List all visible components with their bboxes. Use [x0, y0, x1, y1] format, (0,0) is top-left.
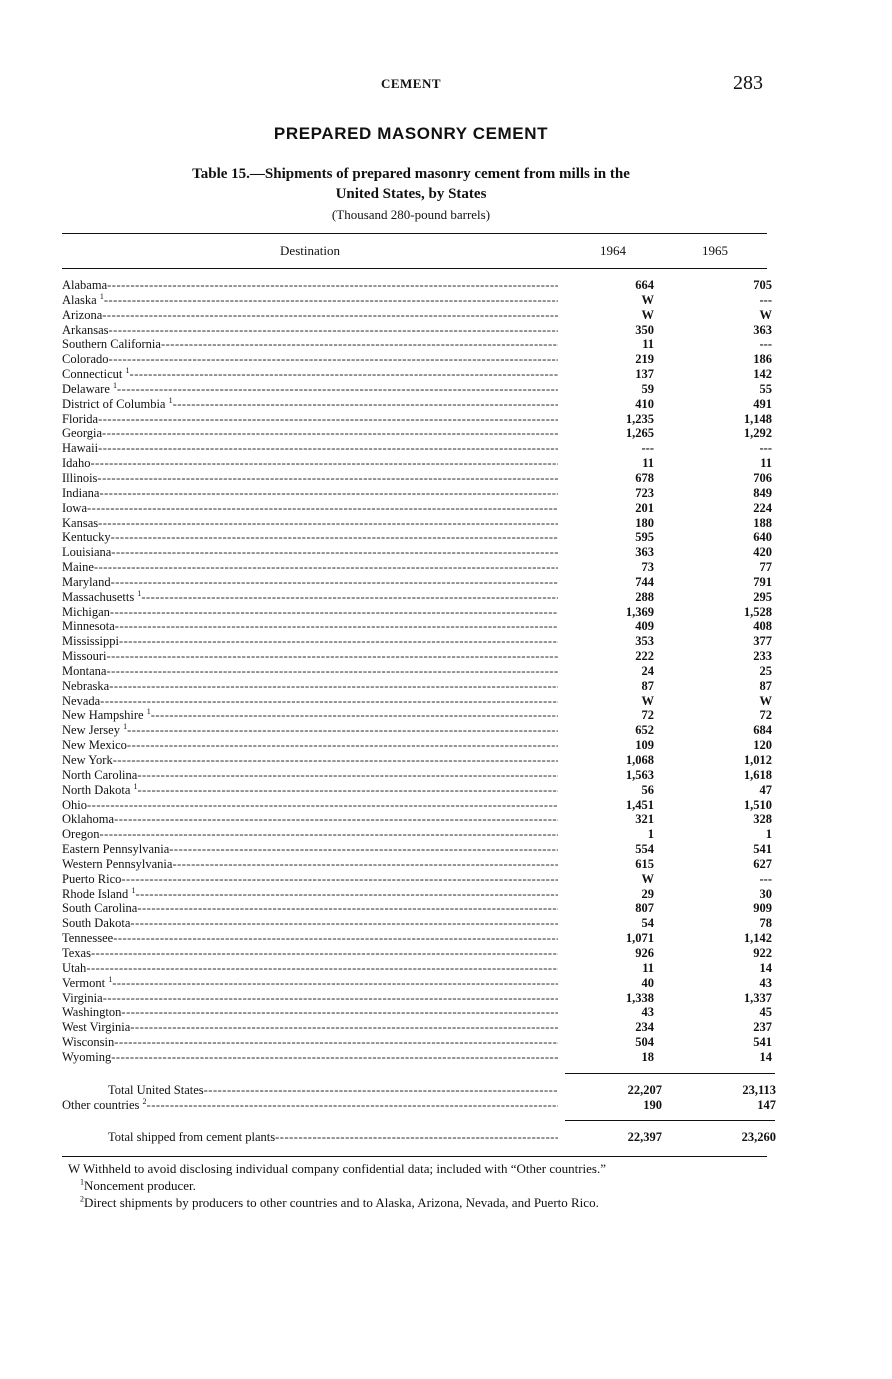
value-1964: 288 [635, 589, 654, 604]
value-1964: 18 [641, 1049, 654, 1064]
value-1964: 1,068 [625, 753, 654, 767]
table-body [62, 278, 772, 1065]
table-row [62, 278, 772, 293]
value-1964: 321 [635, 812, 654, 827]
value-1965: 295 [753, 589, 772, 604]
section-title: PREPARED MASONRY CEMENT [273, 124, 549, 143]
table-row [62, 426, 772, 441]
value-1965: 684 [753, 723, 772, 738]
value-1965: 14 [759, 960, 772, 975]
value-1965: 541 [753, 842, 772, 857]
table-row [62, 812, 772, 827]
table-row [62, 976, 772, 991]
table-row [62, 857, 772, 872]
total-shipped-1964: 22,397 [627, 1130, 662, 1144]
state-name: Iowa ----- [62, 501, 558, 516]
value-1964: 504 [635, 1035, 654, 1050]
table-row [62, 664, 772, 679]
value-1964: 43 [641, 1005, 654, 1020]
table-row [62, 1050, 772, 1065]
value-1965: 1,618 [743, 767, 772, 782]
value-1965: --- [759, 441, 772, 456]
value-1965: --- [759, 337, 772, 352]
table-row [62, 441, 772, 456]
value-1965: 55 [759, 381, 772, 396]
state-name: Maine ----- [62, 560, 558, 575]
value-1964: W [641, 307, 654, 322]
column-header-1964: 1964 [600, 243, 626, 258]
state-name: Oregon ----- [62, 827, 558, 842]
state-name: Alaska $^1$ ----- [62, 293, 558, 308]
value-1964: 926 [635, 945, 654, 960]
value-1964: 350 [635, 322, 654, 337]
value-1965: 420 [753, 545, 772, 560]
state-name: Nevada ----- [62, 694, 558, 709]
value-1964: 409 [635, 619, 654, 634]
value-1965: 45 [759, 1005, 772, 1020]
table-row [62, 308, 772, 323]
state-name: Arkansas ----- [62, 323, 558, 338]
value-1964: 109 [635, 738, 654, 753]
state-name: Ohio ----- [62, 798, 558, 813]
state-name: Illinois ----- [62, 471, 558, 486]
value-1964: 1,235 [625, 411, 654, 426]
table-row [62, 946, 772, 961]
state-name: Minnesota ----- [62, 619, 558, 634]
value-1965: W [759, 693, 772, 708]
table-row [62, 486, 772, 501]
value-1965: 922 [753, 945, 772, 960]
table-row [62, 931, 772, 946]
table-row [62, 605, 772, 620]
table-row [62, 827, 772, 842]
total-shipped-1965: 23,260 [741, 1130, 776, 1144]
table-row [62, 679, 772, 694]
value-1964: 222 [635, 649, 654, 664]
table-row [62, 901, 772, 916]
sum-rule [565, 1120, 775, 1121]
value-1965: 627 [753, 856, 772, 871]
table-row [62, 798, 772, 813]
state-name: Florida ----- [62, 412, 558, 427]
table-units: (Thousand 280-pound barrels) [331, 207, 491, 222]
table-caption-continued: United States, by States [335, 186, 487, 202]
state-name: New Mexico ----- [62, 738, 558, 753]
value-1964: 40 [641, 975, 654, 990]
state-name: West Virginia ----- [62, 1020, 558, 1035]
table-row [62, 412, 772, 427]
state-name: Kentucky ----- [62, 530, 558, 545]
value-1965: 1,528 [743, 604, 772, 619]
state-name: South Carolina ----- [62, 901, 558, 916]
value-1965: 14 [759, 1049, 772, 1064]
table-row [62, 991, 772, 1006]
value-1964: 201 [635, 500, 654, 515]
footnote-2: $^2$Direct shipments by producers to other countries and to Alaska, Arizona, Nevada, and Puerto Rico. [80, 1194, 599, 1210]
other-countries-label: Other countries $^2$ ----- [62, 1098, 558, 1113]
value-1965: 1 [765, 827, 772, 842]
table-row [62, 516, 772, 531]
table-row [62, 961, 772, 976]
value-1964: 410 [635, 396, 654, 411]
value-1964: 1 [647, 827, 654, 842]
value-1964: 554 [635, 842, 654, 857]
table-row [62, 530, 772, 545]
state-name: New York ----- [62, 753, 558, 768]
state-name: Massachusetts $^1$ ----- [62, 590, 558, 605]
value-1965: 233 [753, 649, 772, 664]
value-1965: 541 [753, 1035, 772, 1050]
value-1964: 11 [642, 960, 654, 975]
state-name: Texas ----- [62, 946, 558, 961]
state-name: Rhode Island $^1$ ----- [62, 887, 558, 902]
state-name: District of Columbia $^1$ ----- [62, 397, 558, 412]
value-1964: 1,451 [625, 797, 654, 812]
sum-rule [565, 1073, 775, 1074]
table-row [62, 590, 772, 605]
value-1965: 142 [753, 367, 772, 382]
state-name: Michigan ----- [62, 605, 558, 620]
value-1964: 353 [635, 634, 654, 649]
table-row [62, 694, 772, 709]
state-name: South Dakota ----- [62, 916, 558, 931]
value-1965: 11 [760, 456, 772, 471]
other-countries-1965: 147 [757, 1098, 776, 1112]
table-row [62, 753, 772, 768]
value-1965: 237 [753, 1020, 772, 1035]
state-name: Missouri ----- [62, 649, 558, 664]
value-1964: W [641, 693, 654, 708]
value-1964: 73 [641, 560, 654, 575]
footnotes [68, 1161, 777, 1212]
state-name: North Dakota $^1$ ----- [62, 783, 558, 798]
table-row [62, 323, 772, 338]
table-caption: Table 15.—Shipments of prepared masonry cement from mills in the [192, 166, 630, 182]
value-1964: 219 [635, 352, 654, 367]
value-1964: 723 [635, 485, 654, 500]
value-1964: W [641, 292, 654, 307]
header-bottom-rule [62, 268, 767, 269]
table-bottom-rule [62, 1156, 767, 1157]
table-row [62, 738, 772, 753]
value-1964: 24 [641, 663, 654, 678]
state-name: Arizona ----- [62, 308, 558, 323]
value-1965: 328 [753, 812, 772, 827]
value-1965: 408 [753, 619, 772, 634]
value-1964: 595 [635, 530, 654, 545]
table-row [62, 872, 772, 887]
table-row [62, 352, 772, 367]
state-name: Hawaii ----- [62, 441, 558, 456]
state-name: Tennessee ----- [62, 931, 558, 946]
table-row [62, 560, 772, 575]
value-1965: 491 [753, 396, 772, 411]
value-1965: --- [759, 871, 772, 886]
value-1965: 1,510 [743, 797, 772, 812]
state-name: Indiana ----- [62, 486, 558, 501]
table-row [62, 768, 772, 783]
value-1964: 137 [635, 367, 654, 382]
total-united-states-1965: 23,113 [742, 1083, 776, 1097]
state-name: Wisconsin ----- [62, 1035, 558, 1050]
value-1964: 72 [641, 708, 654, 723]
state-name: Virginia ----- [62, 991, 558, 1006]
value-1964: 664 [635, 278, 654, 292]
value-1965: 47 [759, 782, 772, 797]
table-row [62, 456, 772, 471]
state-name: Oklahoma ----- [62, 812, 558, 827]
state-name: Nebraska ----- [62, 679, 558, 694]
value-1964: --- [641, 441, 654, 456]
value-1965: 1,142 [743, 931, 772, 946]
table-row [62, 471, 772, 486]
state-name: North Carolina ----- [62, 768, 558, 783]
footnote-1: $^1$Noncement producer. [80, 1177, 196, 1193]
state-name: Puerto Rico ----- [62, 872, 558, 887]
value-1965: W [759, 307, 772, 322]
table-row [62, 887, 772, 902]
table-row [62, 382, 772, 397]
value-1965: 1,012 [743, 753, 772, 767]
total-united-states-1964: 22,207 [627, 1083, 662, 1097]
state-name: Delaware $^1$ ----- [62, 382, 558, 397]
value-1965: 705 [753, 278, 772, 292]
other-countries-row [62, 1098, 776, 1113]
value-1964: 1,071 [625, 931, 654, 946]
value-1965: 849 [753, 485, 772, 500]
table-row [62, 337, 772, 352]
value-1964: 615 [635, 856, 654, 871]
value-1964: 11 [642, 337, 654, 352]
value-1965: 791 [753, 574, 772, 589]
value-1964: 1,369 [625, 604, 654, 619]
value-1965: 377 [753, 634, 772, 649]
value-1965: 120 [753, 738, 772, 753]
total-shipped-label: Total shipped from cement plants ----- [108, 1130, 558, 1145]
state-name: Vermont $^1$ ----- [62, 976, 558, 991]
other-countries-1964: 190 [643, 1098, 662, 1112]
value-1965: 363 [753, 322, 772, 337]
table-row [62, 649, 772, 664]
table-row [62, 708, 772, 723]
state-name: Eastern Pennsylvania ----- [62, 842, 558, 857]
total-shipped-row [62, 1130, 776, 1145]
state-name: Louisiana ----- [62, 545, 558, 560]
page-number: 283 [733, 72, 763, 94]
table-row [62, 1020, 772, 1035]
table-row [62, 397, 772, 412]
value-1964: 678 [635, 470, 654, 485]
table-row [62, 1035, 772, 1050]
column-header-1965: 1965 [702, 243, 728, 258]
value-1964: 1,563 [625, 767, 654, 782]
table-row [62, 367, 772, 382]
state-name: Kansas ----- [62, 516, 558, 531]
state-name: Utah ----- [62, 961, 558, 976]
state-name: New Jersey $^1$ ----- [62, 723, 558, 738]
table-row [62, 634, 772, 649]
total-united-states-label: Total United States ----- [108, 1083, 558, 1098]
value-1964: 1,338 [625, 990, 654, 1005]
table-row [62, 545, 772, 560]
state-name: Western Pennsylvania ----- [62, 857, 558, 872]
value-1965: 706 [753, 470, 772, 485]
value-1965: 909 [753, 901, 772, 916]
value-1964: 234 [635, 1020, 654, 1035]
table-row [62, 501, 772, 516]
table-row [62, 842, 772, 857]
value-1964: 807 [635, 901, 654, 916]
value-1965: 72 [759, 708, 772, 723]
value-1965: 87 [759, 678, 772, 693]
total-united-states-row [62, 1083, 776, 1098]
state-name: Connecticut $^1$ ----- [62, 367, 558, 382]
table-row [62, 916, 772, 931]
table-row [62, 619, 772, 634]
value-1964: W [641, 871, 654, 886]
value-1965: 224 [753, 500, 772, 515]
value-1964: 11 [642, 456, 654, 471]
value-1965: 186 [753, 352, 772, 367]
value-1964: 29 [641, 886, 654, 901]
state-name: Idaho ----- [62, 456, 558, 471]
value-1965: 43 [759, 975, 772, 990]
value-1965: 188 [753, 515, 772, 530]
value-1964: 363 [635, 545, 654, 560]
value-1965: 1,148 [743, 411, 772, 426]
state-name: Georgia ----- [62, 426, 558, 441]
footnote-w: W Withheld to avoid disclosing individual company confidential data; included with “Other countries.” [68, 1161, 607, 1176]
state-name: Alabama ----- [62, 278, 558, 293]
value-1964: 744 [635, 574, 654, 589]
value-1964: 180 [635, 515, 654, 530]
state-name: Colorado ----- [62, 352, 558, 367]
table-row [62, 783, 772, 798]
state-name: Mississippi ----- [62, 634, 558, 649]
state-name: Wyoming ----- [62, 1050, 558, 1065]
state-name: Washington ----- [62, 1005, 558, 1020]
value-1964: 652 [635, 723, 654, 738]
value-1964: 1,265 [625, 426, 654, 441]
table-row [62, 723, 772, 738]
value-1965: 78 [759, 916, 772, 931]
column-header-destination: Destination [280, 243, 340, 258]
table-top-rule [62, 233, 767, 234]
value-1965: 1,337 [743, 990, 772, 1005]
value-1964: 59 [641, 381, 654, 396]
value-1964: 87 [641, 678, 654, 693]
state-name: New Hampshire $^1$ ----- [62, 708, 558, 723]
value-1965: 25 [759, 663, 772, 678]
value-1965: 77 [759, 560, 772, 575]
running-head: CEMENT [380, 76, 442, 91]
state-name: Montana ----- [62, 664, 558, 679]
table-row [62, 575, 772, 590]
value-1964: 54 [641, 916, 654, 931]
value-1965: 30 [759, 886, 772, 901]
value-1965: --- [759, 292, 772, 307]
state-name: Southern California ----- [62, 337, 558, 352]
value-1964: 56 [641, 782, 654, 797]
value-1965: 1,292 [743, 426, 772, 441]
value-1965: 640 [753, 530, 772, 545]
table-row [62, 1005, 772, 1020]
table-row [62, 293, 772, 308]
state-name: Maryland ----- [62, 575, 558, 590]
